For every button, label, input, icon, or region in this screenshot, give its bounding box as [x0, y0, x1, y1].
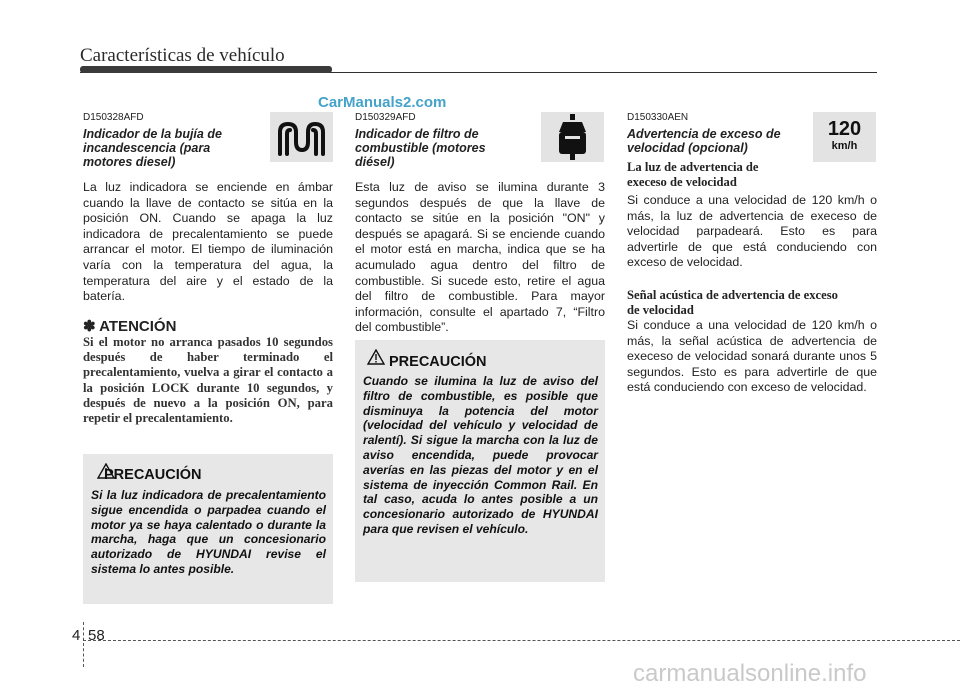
- section-code: D150330AEN: [627, 112, 689, 123]
- footer-divider: [83, 622, 84, 667]
- speed-120-icon: [813, 112, 876, 162]
- attention-body: Si el motor no arranca pasados 10 segundos después de haber terminado el precalentamiento, vuelva a girar el contacto a la posición LOCK durante 10 segundos, y después de nuevo a la posición ON, para repetir el precalentamiento.: [83, 335, 333, 426]
- attention-heading: ✽ ATENCIÓN: [83, 318, 177, 335]
- subtitle-line: Advertencia de exceso de: [627, 127, 781, 141]
- subtitle-line: diésel): [355, 155, 395, 169]
- subheading-line: execeso de velocidad: [627, 174, 737, 189]
- section-body: La luz indicadora se enciende en ámbar cuando la llave de contacto se sitúa en la posición ON. Cuando se apaga la luz indicadora de precalentamiento se puede arrancar el motor. El tiempo de iluminación varía con la temperatura del agua, la temperatura del aire y el estado de la batería.: [83, 180, 333, 304]
- section-subtitle: [627, 127, 817, 155]
- subheading-line: Señal acústica de advertencia de exceso: [627, 288, 838, 302]
- subtitle-line: combustible (motores: [355, 141, 486, 155]
- subheading-line: La luz de advertencia de: [627, 160, 759, 174]
- section-code: D150328AFD: [83, 112, 144, 123]
- caution-title: PRECAUCIÓN: [104, 467, 202, 483]
- caution-box: [83, 454, 333, 604]
- warning-triangle-icon: [367, 349, 385, 370]
- section-body: Si conduce a una velocidad de 120 km/h o más, la luz de advertencia de execeso de velocidad parpadeará. Esto es para advertirle de que está conduciendo con exceso de velocidad.: [627, 193, 877, 270]
- section-subtitle: [83, 127, 273, 169]
- fuel-filter-icon: [541, 112, 604, 162]
- subheading: [627, 288, 877, 318]
- subheading: [627, 160, 817, 190]
- section-subtitle: [355, 127, 540, 169]
- page-header-title: Características de vehículo: [80, 45, 285, 66]
- watermark-bottom: carmanualsonline.info: [633, 660, 867, 687]
- speed-icon-unit: km/h: [831, 140, 858, 152]
- caution-box: [355, 340, 605, 582]
- subtitle-line: Indicador de filtro de: [355, 127, 479, 141]
- page-number: 58: [88, 627, 105, 644]
- caution-title: PRECAUCIÓN: [389, 354, 487, 370]
- footer-rule: [83, 640, 960, 641]
- subtitle-line: incandescencia (para: [83, 141, 211, 155]
- subtitle-line: motores diesel): [83, 155, 176, 169]
- chapter-number: 4: [72, 627, 81, 644]
- subtitle-line: Indicador de la bujía de: [83, 127, 222, 141]
- glow-plug-icon: [270, 112, 333, 162]
- header-rule-accent: [80, 66, 332, 73]
- speed-icon-value: 120: [827, 118, 862, 140]
- watermark-top: CarManuals2.com: [318, 94, 447, 111]
- section-code: D150329AFD: [355, 112, 416, 123]
- caution-body: Si la luz indicadora de precalentamiento sigue encendida o parpadea cuando el motor ya se haya calentado o durante la marcha, haga que un concesionario autorizado de HYUNDAI revise el sistema lo antes posible.: [91, 488, 326, 576]
- subheading-line: de velocidad: [627, 302, 694, 317]
- section-body: Esta luz de aviso se ilumina durante 3 segundos después de que la llave de contacto se sitúe en la posición "ON" y después se apagará. Si se enciende cuando el motor está en marcha, indica que se ha acumulado agua dentro del filtro de combustible. Si sucede esto, retire el agua del filtro de combustible. Para mayor información, consulte el apartado 7, “Filtro del combustible”.: [355, 180, 605, 335]
- subtitle-line: velocidad (opcional): [627, 141, 748, 155]
- section-body: Si conduce a una velocidad de 120 km/h o más, la señal acústica de advertencia de execeso de velocidad sonará durante unos 5 segundos. Esto es para advertirle de que está conduciendo con exceso de velocidad.: [627, 318, 877, 395]
- caution-body: Cuando se ilumina la luz de aviso del filtro de combustible, es posible que disminuya la potencia del motor (velocidad del vehículo y velocidad de ralentí). Si sigue la marcha con la luz de aviso encendida, puede provocar averías en las piezas del motor y en el sistema de inyección Common Rail. En tal caso, acuda lo antes posible a un concesionario autorizado de HYUNDAI para que revisen el vehículo.: [363, 374, 598, 536]
